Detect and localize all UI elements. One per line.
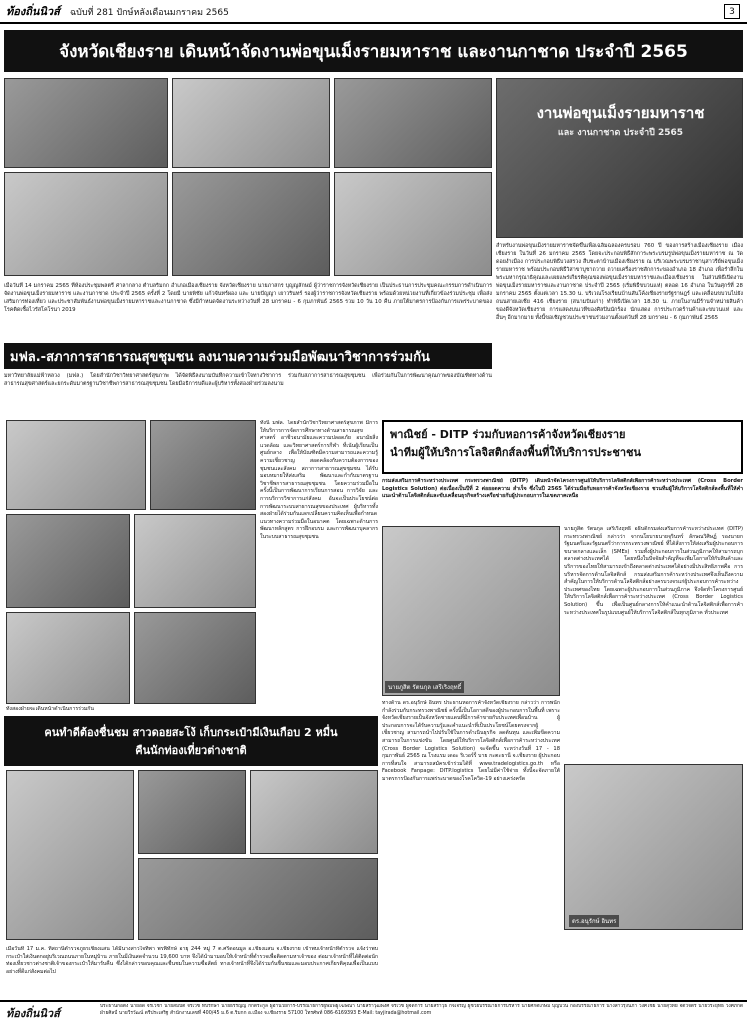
footer-credits: ประธานก่อตั้ง นายอี้ด จีรเวชา นายสมบัติ จีรเวช ที่ปรึกษา นายธรรญญ์ ก๊กตระกูล ผู้อำนวยการ-บรรณาธิการผู้พิมพ์ผู้โฆษณา นายสราวุฒิพงศ์ จีรเวช ผู้จัดการ นายสราวุธ กิจเจริญ ผู้ช่วยบรรณาธิการบริหาร นายศักดิ์เกษม บุญปวน กองบรรณาธิการ นางสาวรุ่งนภา วงศ์ไชย นายสุวิทย์ จิตวิจิตร นายวีระยุทธ วงศ์ภักดี ฝ่ายศิลป์ นายวีรวัฒน์ ตรีประเสริฐ สำนักงานเลขที่ 400/45 ม.6 ต.ริมกก อ.เมือง จ.เชียงราย 57100 โทรศัพท์ 086-6169393 E-Mail: tayjirada@hotmail.com [100, 1004, 743, 1016]
article2-caption: ทั้งสองฝ่ายจะเดินหน้าดำเนินการร่วมกัน [6, 706, 94, 712]
article3-body: เมื่อวันที่ 17 ม.ค. ที่สถานีตำรวจภูธรเชียงแสน ได้มีนางสาวใจทิพา พรพิทักษ์ อายุ 244 หมู่ 7 ต.ศรีดอนมูล อ.เชียงแสน จ.เชียงราย เข้าพบเจ้าหน้าที่ตำรวจ แจ้งว่าพบกระเป๋าใส่เงินตกอยู่บริเวณถนนภายในหมู่บ้าน ภายในมีเงินสดจำนวน 19,600 บาท จึงได้นำมามอบให้เจ้าหน้าที่ตำรวจเพื่อติดตามหาเจ้าของ ต่อมาเจ้าหน้าที่ได้ติดต่อนักท่องเที่ยวชาวต่างชาติเจ้าของกระเป๋าให้มารับคืน ซึ่งได้กล่าวขอบคุณและชื่นชมในความซื่อสัตย์ ทางเจ้าหน้าที่จึงได้ร่วมกันชื่นชมและมอบประกาศเกียรติคุณเพื่อเป็นแบบอย่างที่ดีแก่สังคมต่อไป [6, 946, 378, 975]
masthead-logo: ท้องถิ่นนิวส์ [6, 5, 60, 18]
poster-subtitle: และ งานกาชาด ประจำปี 2565 [557, 128, 684, 138]
article3-headline-line2: คืนนักท่องเที่ยวต่างชาติ [135, 744, 247, 757]
article1-body: เมื่อวันที่ 14 มกราคม 2565 ที่ห้องประชุมพลตรี ศาลากลาง ตำบลริมกก อำเภอเมืองเชียงราย จังหวัดเชียงราย นายภาสกร บุญญลักษม์ ผู้ว่าราชการจังหวัดเชียงราย เป็นประธานการประชุมคณะกรรมการดำเนินการจัดงานพ่อขุนเม็งรายมหาราช และงานกาชาด ประจำปี 2565 ครั้งที่ 2 โดยมี นายพิชัย แก้วจันทร์ผอง และ นายปัญญา เยาวรินทร์ รองผู้ว่าราชการจังหวัดเชียงราย พร้อมด้วยหน่วยงานที่เกี่ยวข้องร่วมประชุม เพื่อส่งเสริมการท่องเที่ยว และประชาสัมพันธ์งานพ่อขุนเม็งรายมหาราชและงานกาชาด ซึ่งมีกำหนดจัดงานระหว่างวันที่ 28 มกราคม - 6 กุมภาพันธ์ 2565 รวม 10 วัน 10 คืน ภายใต้มาตรการป้องกันการแพร่ระบาดของโรคติดเชื้อไวรัสโคโรนา 2019 [4, 283, 492, 313]
issue-line: ฉบับที่ 281 ปักษ์หลังเดือนมกราคม 2565 [70, 8, 229, 18]
article4-body2: ทางด้าน ดร.อนุรักษ์ อินทร ประธานหอการค้าจังหวัดเชียงราย กล่าวว่า การพนักกำลังร่วมกับกระทรวงพาณิชย์ ครั้งนี้เป็นโอกาสดีของผู้ประกอบการในพื้นที่ เพราะจังหวัดเชียงรายเป็นจังหวัดชายแดนที่มีการค้าขายกับประเทศเพื่อนบ้าน ผู้ประกอบการจะได้รับความรู้และคำแนะนำที่เป็นประโยชน์โดยตรงจากผู้เชี่ยวชาญ สามารถนำไปปรับใช้ในการดำเนินธุรกิจ ลดต้นทุน และเพิ่มขีดความสามารถในการแข่งขัน โดยศูนย์ให้บริการโลจิสติกส์เพื่อการค้าระหว่างประเทศ (Cross Border Logistics Solution) จะจัดขึ้น ระหว่างวันที่ 17 - 18 กุมภาพันธ์ 2565 ณ โรงแรม เดอะ ริเวอร์รี่ บาย กะตะธานี จ.เชียงราย ผู้ประกอบการที่สนใจ สามารถสมัครเข้าร่วมได้ที่ www.tradelogistics.go.th หรือ Facebook Fanpage: DITP.logistics โดยไม่มีค่าใช้จ่าย ทั้งนี้จะจัดภายใต้มาตรการป้องกันการแพร่ระบาดของโรคโควิด-19 อย่างเคร่งครัด [382, 700, 560, 782]
article1-photo-1 [4, 78, 168, 168]
article1-side-text: สำหรับงานพ่อขุนเม็งรายมหาราชจัดขึ้นเพื่อเฉลิมฉลองครบรอบ 760 ปี ของการสร้างเมืองเชียงราย เมืองเชียงราย ในวันที่ 26 มกราคม 2565 โดยจะประกอบพิธีสักการะพระบรมรูปพ่อขุนเม็งรายมหาราช ณ วัดดอยงำเมือง การประกอบพิธีบวงสรวง สืบชะตาบ้านเมืองเชียงราย ณ บริเวณพระบรมราชานุสาวรีย์พ่อขุนเม็งรายมหาราช พร้อมประกอบพิธีวิสาขาบูชาถวาย ถวายเครื่องราชสักการะของอำเภอ 18 อำเภอ เพื่อรำลึกในพระมหากรุณาธิคุณและเผยแพร่เกียรติคุณของพ่อขุนเม็งรายมหาราชและเมืองเชียงราย ในส่วนพิธีเปิดงานพ่อขุนเม็งรายมหาราชและงานกาชาด ประจำปี 2565 (เริ่มพิธีขบวนแห่) ตลอด 16 อำเภอ ในวันศุกร์ที่ 28 มกราคม 2565 ตั้งแต่เวลา 15.30 น. บริเวณโรงเรียนบ้านสันโค้งเชียงรายรัฐราษฎร์ และเคลื่อนขบวนไปยังถนนสายเอเชีย 416 เชียงราย (สนามบินเก่า) ทำพิธีเปิดเวลา 18.30 น. ภายในงานมีร้านจำหน่ายสินค้าของดีจังหวัดเชียงราย การแสดงบนเวทีของศิลปินนักร้อง นักแสดง การประกวดร้านค้าและขบวนแห่ และอื่นๆ อีกมากมาย ทั้งนี้ขอเชิญชวนประชาชนร่วมงานตั้งแต่วันที่ 28 มกราคม - 6 กุมภาพันธ์ 2565 [496, 243, 743, 321]
article1-headline-box [4, 30, 743, 72]
article4-headline-box [382, 420, 743, 474]
article2-body: ทั้งนี้ มฟล. โดยสำนักวิชาวิทยาศาสตร์สุขภาพ มีการให้บริการการจัดการศึกษาทางด้านสาธารณสุขศาสตร์ อาชีวอนามัยและความปลอดภัย อนามัยสิ่งแวดล้อม และวิทยาศาสตร์การกีฬา ที่เน้นผู้เรียนเป็นศูนย์กลาง เพื่อให้บัณฑิตมีความสามารถและความรู้ความเชี่ยวชาญ สอดคล้องกับความต้องการของชุมชนและสังคม สภาการสาธารณสุขชุมชน ได้รับมอบหมายให้ส่งเสริม พัฒนาและกำกับมาตรฐานวิชาชีพการสาธารณสุขชุมชน โดยความร่วมมือในครั้งนี้เป็นการพัฒนาการเรียนการสอน การวิจัย และการบริการวิชาการแก่สังคม อันจะเป็นประโยชน์ต่อการพัฒนาระบบสาธารณสุขของประเทศ ผู้บริหารทั้งสองฝ่ายได้ร่วมกันแลกเปลี่ยนความคิดเห็นเพื่อกำหนดแนวทางความร่วมมือในอนาคต โดยเฉพาะด้านการพัฒนาหลักสูตร การฝึกอบรม และการพัฒนาบุคลากรในระบบสาธารณสุขชุมชน [260, 420, 378, 540]
article4-lead: กรมส่งเสริมการค้าระหว่างประเทศ กระทรวงพาณิชย์ (DITP) เดินหน้าจัดโครงการศูนย์ให้บริการโลจิสติกส์เพื่อการค้าระหว่างประเทศ (Cross Border Logistics Solution) ต่อเนื่องเป็นปีที่ 2 ต่อยอดความ สำเร็จ ซึ่งในปี 2565 ได้ร่วมมือกับหอการค้าจังหวัดเชียงราย ชวนทีมผู้ให้บริการโลจิสติกส์ลงพื้นที่ให้คำแนะนำด้านโลจิสติกส์และขับเคลื่อนธุรกิจสร้างเครือข่ายกับผู้ประกอบการในเขตภาคเหนือ [382, 478, 743, 500]
article2-photo-5 [6, 612, 130, 704]
article2-photo-2 [150, 420, 256, 510]
article4-headline-line2: นำทีมผู้ให้บริการโลจิสติกส์ลงพื้นที่ให้บริการประชาชน [390, 446, 642, 459]
article1-photo-5 [172, 172, 330, 276]
article2-headline: มฟล.-สภาการสาธารณสุขชุมชน ลงนามความร่วมมือพัฒนาวิชาการร่วมกัน [10, 349, 430, 365]
article2-photo-1 [6, 420, 146, 510]
article3-headline-box [4, 716, 378, 766]
footer-logo: ท้องถิ่นนิวส์ [6, 1007, 60, 1020]
article2-photo-4 [134, 514, 256, 608]
article4-photo-person-2 [564, 764, 743, 930]
article3-photo-1 [6, 770, 134, 940]
page-number: 3 [724, 4, 740, 19]
article2-headline-box [4, 343, 492, 369]
article1-event-poster [496, 78, 743, 238]
footer [0, 1000, 747, 1024]
article3-photo-2 [138, 770, 246, 854]
article2-lead: มหาวิทยาลัยแม่ฟ้าหลวง (มฟล.) โดยสำนักวิชาวิทยาศาสตร์สุขภาพ ได้จัดพิธีลงนามบันทึกความเข้าใจทางวิชาการ ร่วมกับสภาการสาธารณสุขชุมชน เพื่อร่วมกันในการพัฒนาคุณภาพของบัณฑิตทางด้านสาธารณสุขศาสตร์และยกระดับมาตรฐานวิชาชีพการสาธารณสุขชุมชน โดยมีอธิการบดีและผู้บริหารทั้งสองฝ่ายร่วมลงนาม [4, 373, 492, 387]
article4-body: นายภูสิต รัตนกุล เสรีเริงฤทธิ์ อธิบดีกรมส่งเสริมการค้าระหว่างประเทศ (DITP) กระทรวงพาณิชย์ กล่าวว่า จากนโยบายนายจุรินทร์ ลักษณวิศิษฏ์ รองนายกรัฐมนตรีและรัฐมนตรีว่าการกระทรวงพาณิชย์ ที่ได้สั่งการให้ส่งเสริมผู้ประกอบการขนาดกลางและเล็ก (SMEs) รวมทั้งผู้ประกอบการในส่วนภูมิภาคให้สามารถบุกตลาดต่างประเทศได้ โดยหนึ่งในปัจจัยสำคัญที่จะเพิ่มโอกาสให้กับสินค้าและบริการของไทยให้สามารถเข้าถึงตลาดต่างประเทศได้อย่างมีประสิทธิภาพคือ การบริหารจัดการด้านโลจิสติกส์ กรมส่งเสริมการค้าระหว่างประเทศจึงเห็นถึงความสำคัญในการให้บริการด้านโลจิสติกส์อย่างครบวงจรแก่ผู้ประกอบการค้าระหว่างประเทศของไทย โดยเฉพาะผู้ประกอบการในส่วนภูมิภาค จึงจัดทำโครงการศูนย์ให้บริการโลจิสติกส์เพื่อการค้าระหว่างประเทศ (Cross Border Logistics Solution) ขึ้น เพื่อเป็นศูนย์กลางการให้คำแนะนำด้านโลจิสติกส์เพื่อการค้าระหว่างประเทศในรูปแบบศูนย์ให้บริการโลจิสติกส์ในทุกภูมิภาค ทั่วประเทศ [564, 526, 743, 616]
article4-photo1-caption: นายภูสิต รัตนกุล เสรีเริงฤทธิ์ [385, 681, 464, 693]
poster-title: งานพ่อขุนเม็งรายมหาราช [536, 104, 705, 122]
article2-photo-6 [134, 612, 256, 704]
article4-photo2-caption: ดร.อนุรักษ์ อินทร [569, 915, 619, 927]
article3-headline-line1: คนทำดีต้องชื่นชม สาวดอยสะโง้ เก็บกระเป๋ามีเงินเกือบ 2 หมื่น [44, 726, 338, 739]
article1-photo-6 [334, 172, 492, 276]
article1-photo-2 [172, 78, 330, 168]
masthead [0, 0, 747, 24]
article3-photo-4 [138, 858, 378, 940]
article1-photo-4 [4, 172, 168, 276]
article2-photo-3 [6, 514, 130, 608]
article1-photo-3 [334, 78, 492, 168]
article4-photo-person-1 [382, 526, 560, 696]
article4-headline-line1: พาณิชย์ - DITP ร่วมกับหอการค้าจังหวัดเชียงราย [390, 428, 626, 441]
article1-headline: จังหวัดเชียงราย เดินหน้าจัดงานพ่อขุนเม็งรายมหาราช และงานกาชาด ประจำปี 2565 [59, 41, 688, 62]
article3-photo-3 [250, 770, 378, 854]
